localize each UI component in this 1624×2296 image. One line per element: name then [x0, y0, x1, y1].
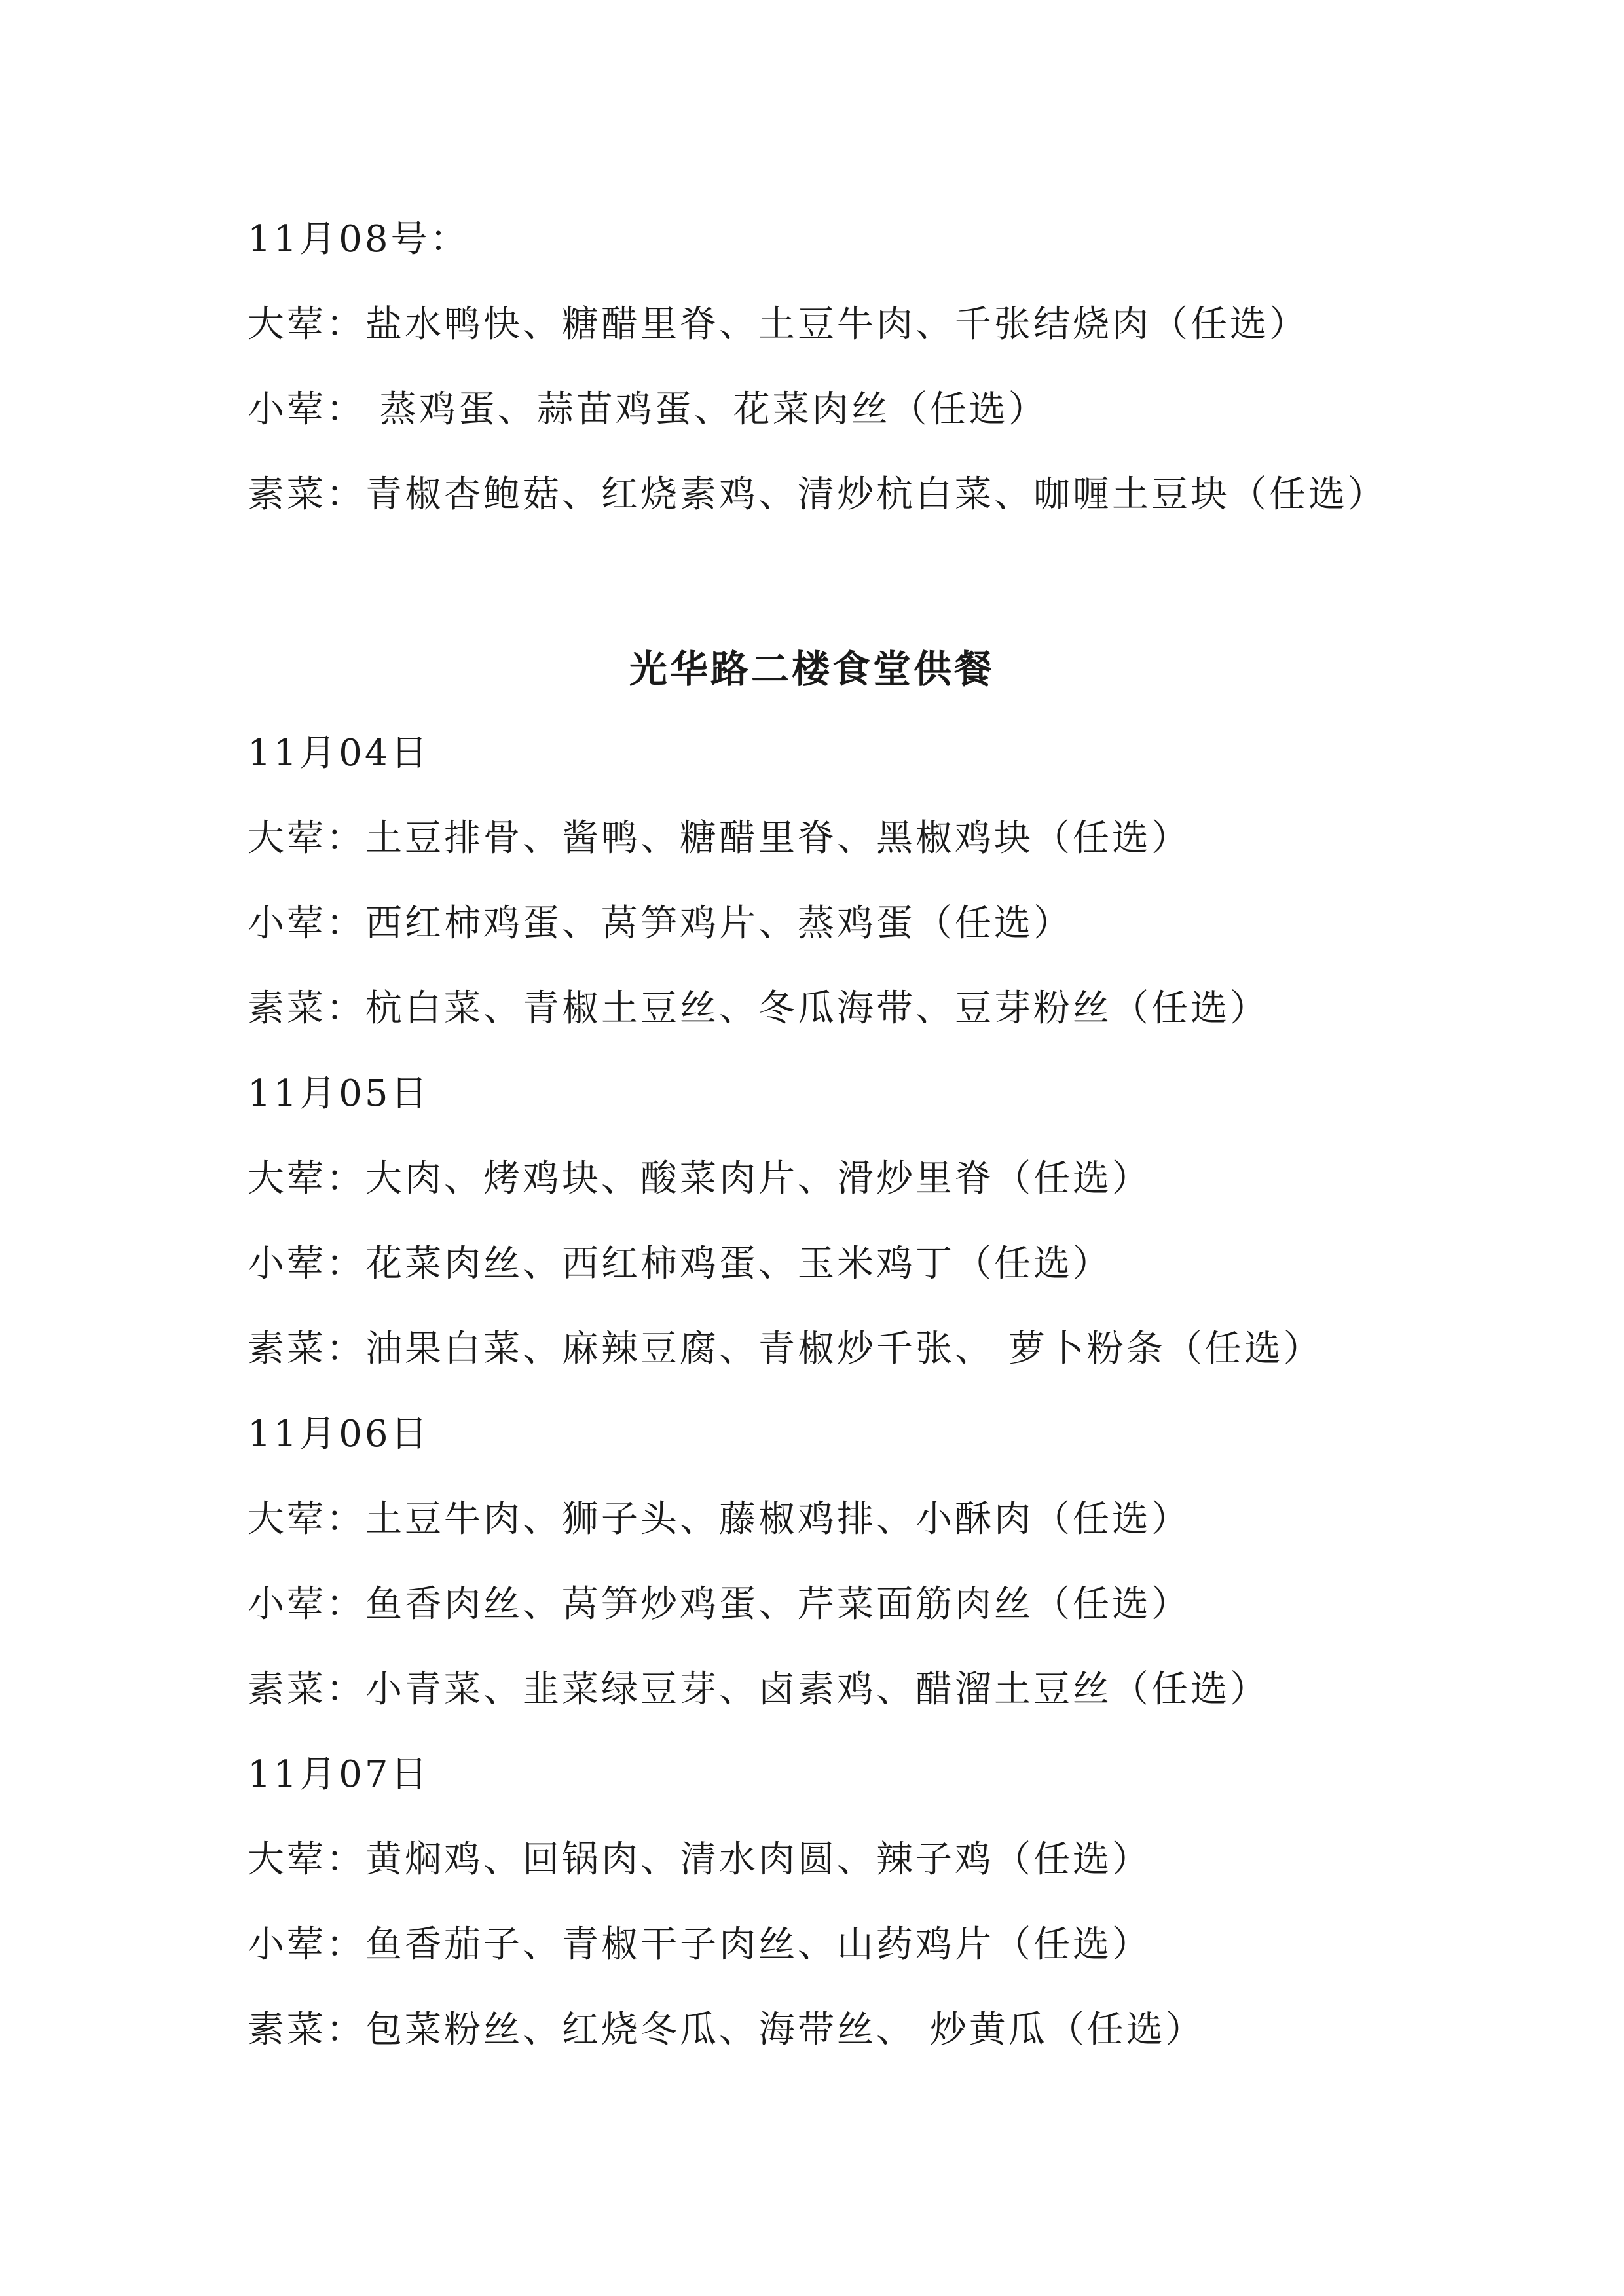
menu-line-vegetable: 素菜：油果白菜、麻辣豆腐、青椒炒千张、 萝卜粉条（任选）: [248, 1328, 1323, 1370]
menu-line-vegetable: 素菜：包菜粉丝、红烧冬瓜、海带丝、 炒黄瓜（任选）: [248, 2009, 1205, 2051]
date-heading-1106: 11月06日: [248, 1413, 430, 1455]
menu-line-small-meat: 小荤：鱼香茄子、青椒干子肉丝、山药鸡片（任选）: [248, 1923, 1151, 1966]
date-heading-1105: 11月05日: [248, 1072, 430, 1115]
menu-line-vegetable: 素菜：小青菜、韭菜绿豆芽、卤素鸡、醋溜土豆丝（任选）: [248, 1668, 1269, 1711]
menu-line-vegetable: 素菜：青椒杏鲍菇、红烧素鸡、清炒杭白菜、咖喱土豆块（任选）: [248, 473, 1387, 516]
menu-line-big-meat: 大荤：盐水鸭快、糖醋里脊、土豆牛肉、千张结烧肉（任选）: [248, 303, 1308, 346]
menu-line-small-meat: 小荤：西红柿鸡蛋、莴笋鸡片、蒸鸡蛋（任选）: [248, 902, 1073, 945]
menu-line-big-meat: 大荤：大肉、烤鸡块、酸菜肉片、滑炒里脊（任选）: [248, 1157, 1151, 1200]
menu-line-vegetable: 素菜：杭白菜、青椒土豆丝、冬瓜海带、豆芽粉丝（任选）: [248, 987, 1269, 1030]
menu-line-big-meat: 大荤：黄焖鸡、回锅肉、清水肉圆、辣子鸡（任选）: [248, 1838, 1151, 1881]
menu-line-small-meat: 小荤： 蒸鸡蛋、蒜苗鸡蛋、花菜肉丝（任选）: [248, 388, 1048, 431]
section-title: 光华路二楼食堂供餐: [629, 647, 995, 691]
menu-line-small-meat: 小荤：花菜肉丝、西红柿鸡蛋、玉米鸡丁（任选）: [248, 1243, 1112, 1285]
date-heading-1108: 11月08号：: [248, 218, 470, 261]
date-heading-1107: 11月07日: [248, 1753, 430, 1796]
menu-line-big-meat: 大荤：土豆牛肉、狮子头、藤椒鸡排、小酥肉（任选）: [248, 1498, 1190, 1540]
menu-line-small-meat: 小荤：鱼香肉丝、莴笋炒鸡蛋、芹菜面筋肉丝（任选）: [248, 1583, 1190, 1626]
date-heading-1104: 11月04日: [248, 732, 430, 774]
menu-line-big-meat: 大荤：土豆排骨、酱鸭、糖醋里脊、黑椒鸡块（任选）: [248, 817, 1190, 860]
